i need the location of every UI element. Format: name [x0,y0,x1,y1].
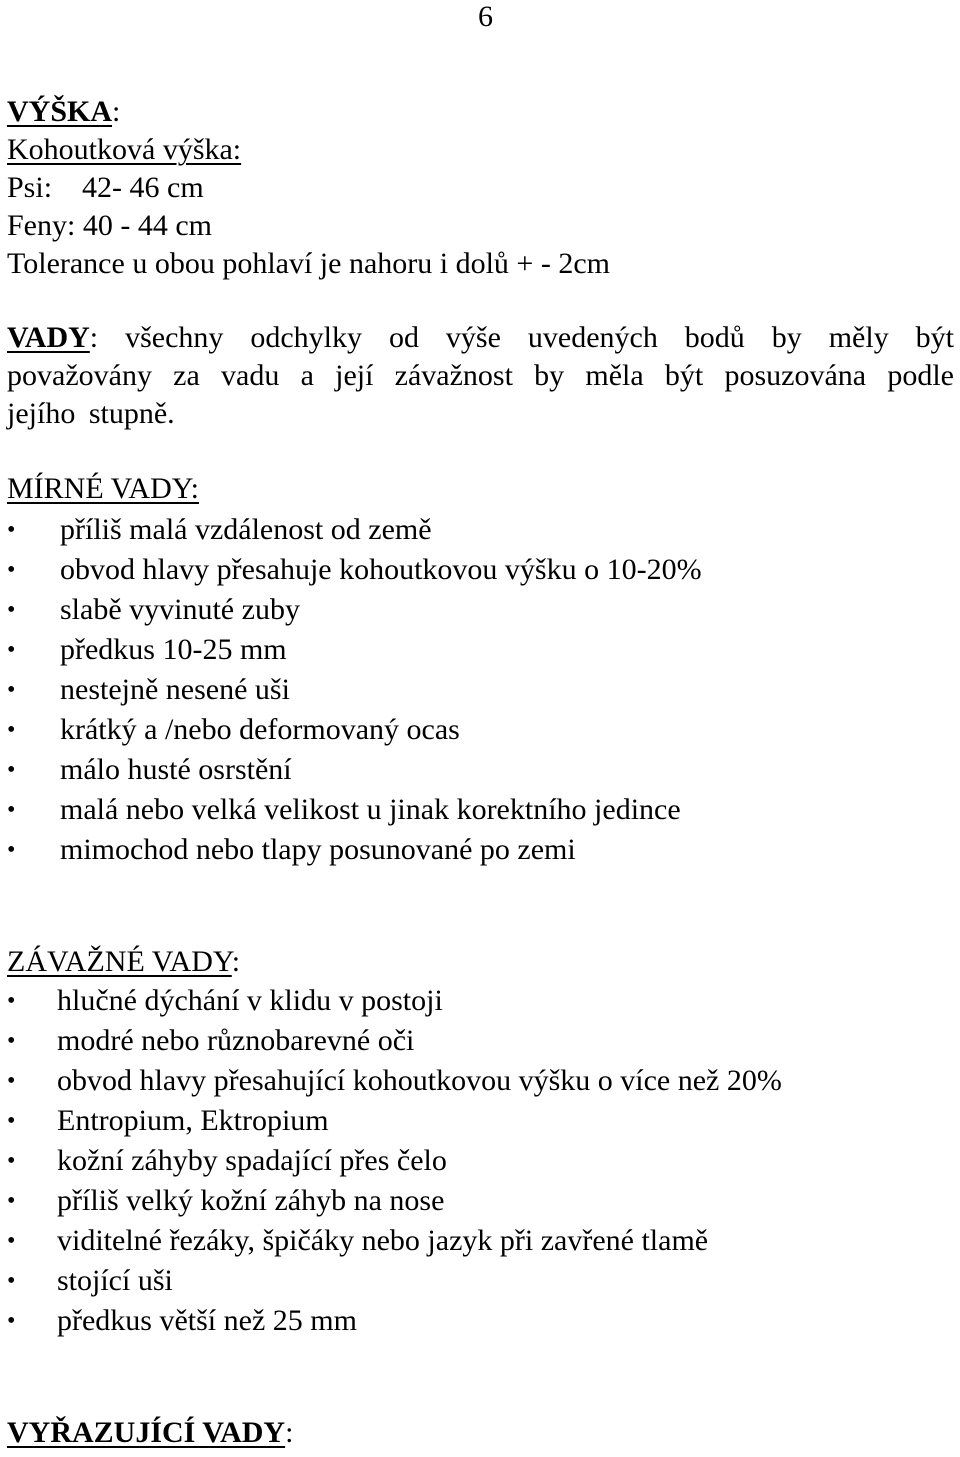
females-height: Feny: 40 - 44 cm [7,209,212,242]
faults-heading: VADY [7,321,90,354]
bullet-icon: • [7,988,16,1014]
serious-faults-colon: : [231,945,241,978]
list-item: • modré nebo různobarevné oči [7,1021,954,1061]
height-heading: VÝŠKA [7,95,113,128]
list-item: • kožní záhyby spadající přes čelo [7,1141,954,1181]
faults-intro [7,319,954,433]
list-item: • viditelné řezáky, špičáky nebo jazyk při zavřené tlamě [7,1221,954,1261]
withers-height-subheading: Kohoutková výška: [7,133,242,166]
list-item: • hlučné dýchání v klidu v postoji [7,981,954,1021]
serious-faults-section [7,943,954,1341]
list-item: • příliš malá vzdálenost od země [7,510,954,550]
bullet-icon: • [7,1028,16,1054]
page-number: 6 [478,0,493,33]
bullet-icon: • [7,1228,16,1254]
list-item: • obvod hlavy přesahující kohoutkovou výšku o více než 20% [7,1061,954,1101]
list-item: • malá nebo velká velikost u jinak korektního jedince [7,790,954,830]
height-tolerance: Tolerance u obou pohlaví je nahoru i dolů + - 2cm [7,247,610,280]
serious-faults-list [7,981,954,1341]
minor-faults-heading: MÍRNÉ VADY: [7,472,199,505]
minor-faults-list [7,510,954,870]
bullet-icon: • [7,1148,16,1174]
list-item: • předkus 10-25 mm [7,630,954,670]
males-height: Psi: 42- 46 cm [7,171,204,204]
list-item: • slabě vyvinuté zuby [7,590,954,630]
disqualifying-faults-heading: VYŘAZUJÍCÍ VADY [7,1416,286,1449]
bullet-icon: • [7,1268,16,1294]
list-item: • stojící uši [7,1261,954,1301]
list-item: • mimochod nebo tlapy posunované po zemi [7,830,954,870]
bullet-icon: • [7,1188,16,1214]
list-item: • nestejně nesené uši [7,670,954,710]
bullet-icon: • [7,837,16,863]
bullet-icon: • [7,517,16,543]
height-heading-colon: : [112,95,121,128]
bullet-icon: • [7,597,16,623]
bullet-icon: • [7,797,16,823]
bullet-icon: • [7,637,16,663]
height-section [7,93,954,283]
faults-text: : všechny odchylky od výše uvedených bodů by měly být považovány za vadu a její závažnost by měla být posuzována podle jejího stupně. [7,321,954,430]
list-item: • krátký a /nebo deformovaný ocas [7,710,954,750]
bullet-icon: • [7,1108,16,1134]
bullet-icon: • [7,757,16,783]
list-item: • Entropium, Ektropium [7,1101,954,1141]
list-item: • obvod hlavy přesahuje kohoutkovou výšku o 10-20% [7,550,954,590]
list-item: • málo husté osrstění [7,750,954,790]
bullet-icon: • [7,1308,16,1334]
disqualifying-faults-section [7,1414,954,1452]
bullet-icon: • [7,677,16,703]
list-item: • příliš velký kožní záhyb na nose [7,1181,954,1221]
bullet-icon: • [7,717,16,743]
serious-faults-heading: ZÁVAŽNÉ VADY [7,945,232,978]
minor-faults-section [7,470,954,870]
list-item: • předkus větší než 25 mm [7,1301,954,1341]
bullet-icon: • [7,557,16,583]
bullet-icon: • [7,1068,16,1094]
disqualifying-faults-colon: : [285,1416,294,1449]
